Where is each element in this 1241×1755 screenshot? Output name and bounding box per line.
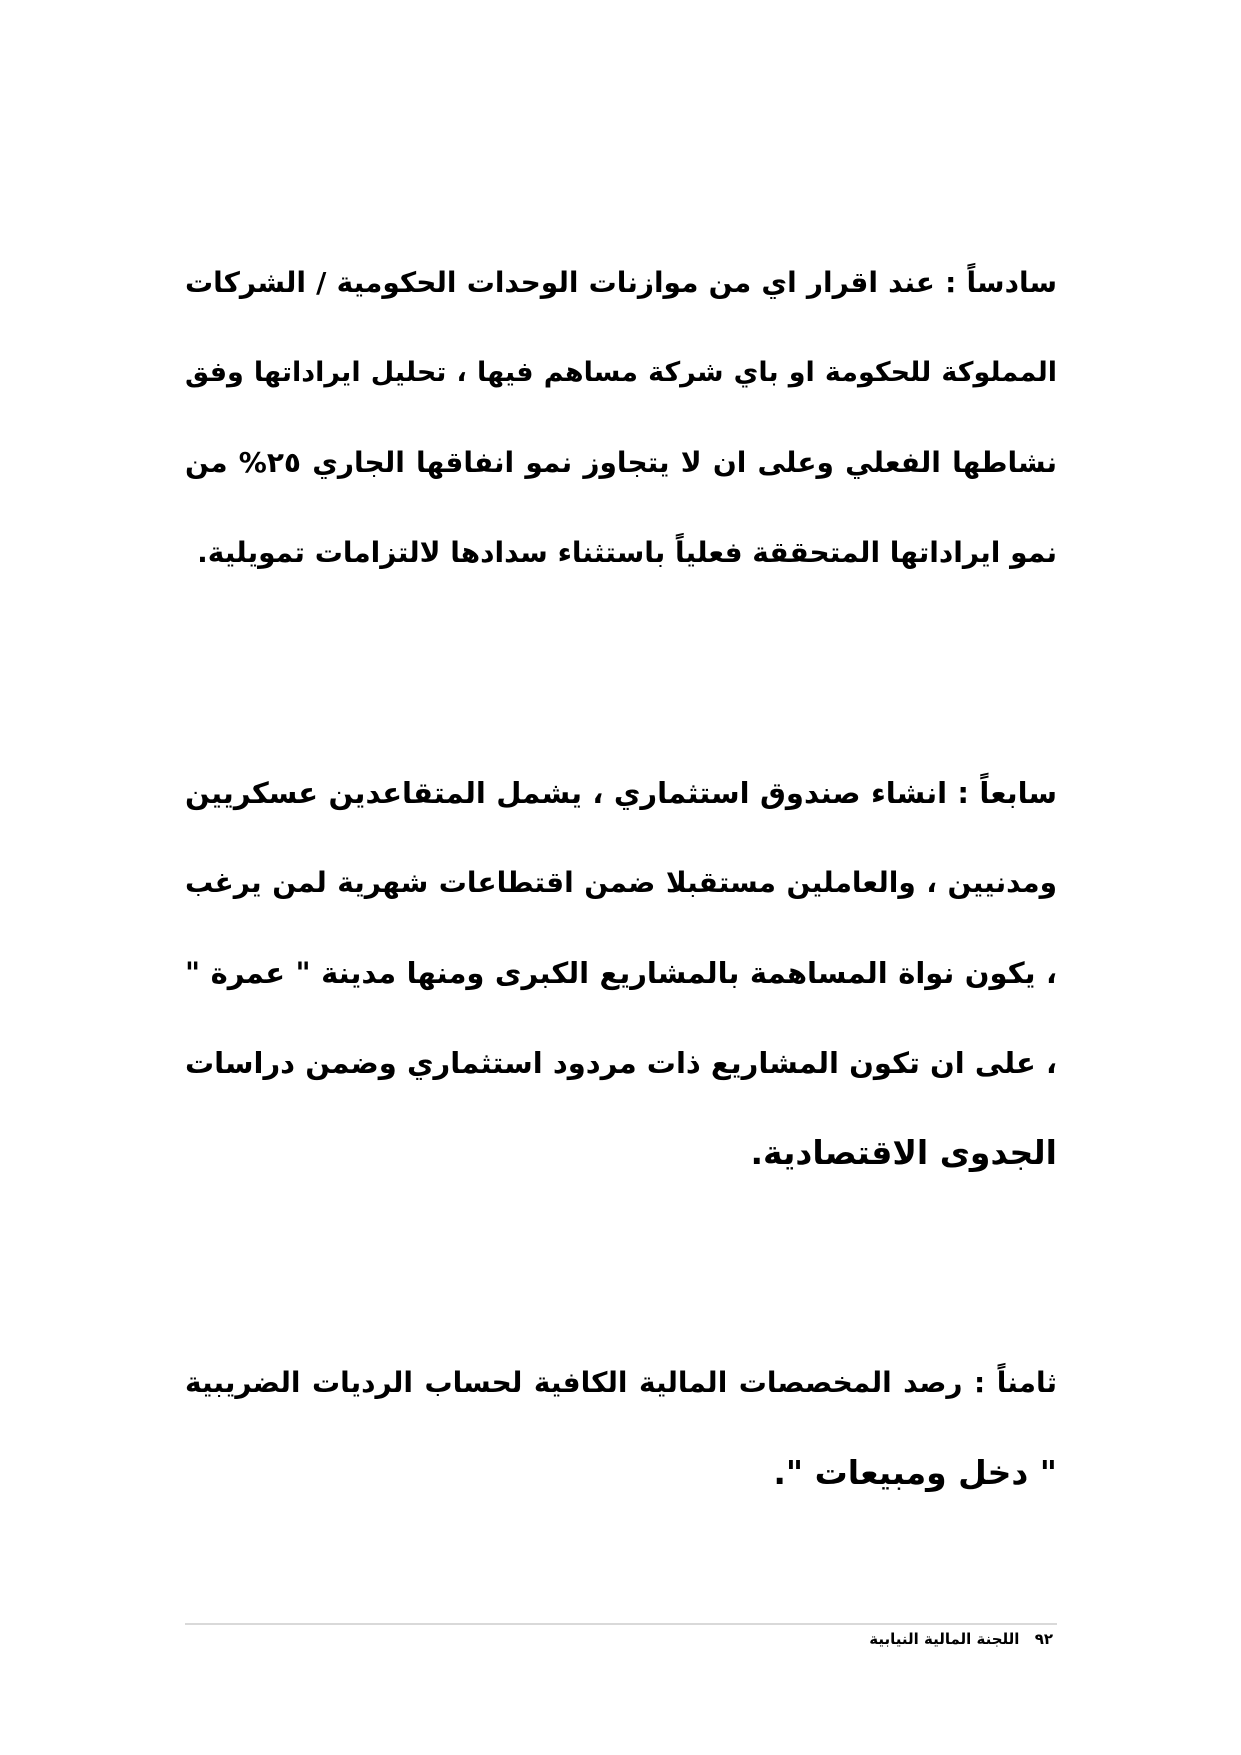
paragraph-line: ، على ان تكون المشاريع ذات مردود استثماري وضمن دراسات [185, 1046, 1057, 1080]
paragraph-eighth [185, 1338, 1057, 1518]
paragraph-seventh [185, 748, 1057, 1198]
paragraph-line: ومدنيين ، والعاملين مستقبلا ضمن اقتطاعات شهرية لمن يرغب [185, 866, 1057, 899]
paragraph-line: نمو ايراداتها المتحققة فعلياً باستثناء سدادها لالتزامات تمويلية. [197, 536, 1057, 569]
page-number: ٩٢ [1034, 1630, 1053, 1648]
paragraph-line: سادساً : عند اقرار اي من موازنات الوحدات الحكومية / الشركات [185, 266, 1057, 299]
paragraph-line: نشاطها الفعلي وعلى ان لا يتجاوز نمو انفاقها الجاري ٢٥% من [185, 446, 1057, 479]
paragraph-sixth [185, 238, 1057, 598]
paragraph-line: سابعاً : انشاء صندوق استثماري ، يشمل المتقاعدين عسكريين [185, 776, 1057, 810]
footer-committee-name: اللجنة المالية النيابية [869, 1630, 1020, 1648]
paragraph-line: ، يكون نواة المساهمة بالمشاريع الكبرى ومنها مدينة " عمرة " [185, 956, 1057, 990]
paragraph-line: " دخل ومبيعات ". [773, 1453, 1057, 1492]
paragraph-line: ثامناً : رصد المخصصات المالية الكافية لحساب الرديات الضريبية [185, 1366, 1057, 1399]
page-footer [869, 1630, 1053, 1648]
paragraph-line: المملوكة للحكومة او باي شركة مساهم فيها ، تحليل ايراداتها وفق [185, 357, 1057, 388]
footer-divider [185, 1623, 1057, 1625]
paragraph-line: الجدوى الاقتصادية. [750, 1133, 1057, 1172]
